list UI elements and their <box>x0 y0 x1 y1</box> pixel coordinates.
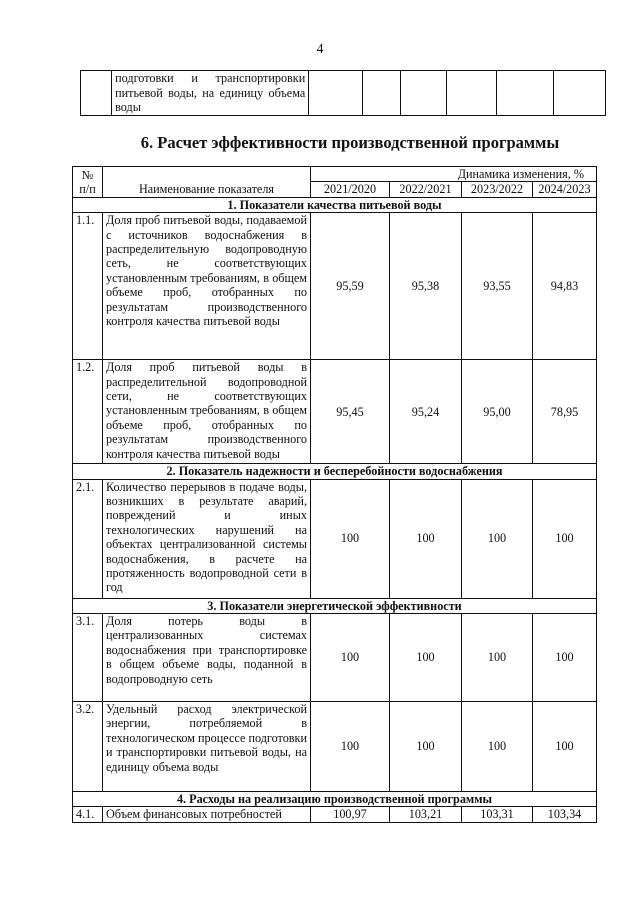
table-row <box>73 479 597 598</box>
header-year: 2022/2021 <box>390 182 462 197</box>
value-cell: 100 <box>311 702 390 792</box>
group-row <box>73 792 597 807</box>
indicator-name: Доля потерь воды в централизованных системах водоснабжения при транспортировке в общем объеме воды, поданной в водопроводную сеть <box>103 614 311 702</box>
value-cell: 100 <box>533 614 597 702</box>
value-cell: 100 <box>462 479 533 598</box>
header-num <box>73 167 103 198</box>
indicator-name: подготовки и транспортировки питьевой воды, на единицу объема воды <box>112 71 309 116</box>
value-cell: 100 <box>390 614 462 702</box>
group-row <box>73 197 597 212</box>
value-cell: 95,00 <box>462 360 533 464</box>
group-row <box>73 598 597 613</box>
header-year: 2021/2020 <box>311 182 390 197</box>
group-title: 1. Показатели качества питьевой воды <box>73 197 597 212</box>
value-cell: 95,45 <box>311 360 390 464</box>
table-cell-empty <box>400 71 447 116</box>
value-cell: 93,55 <box>462 213 533 360</box>
table-cell-empty <box>554 71 606 116</box>
value-cell: 95,59 <box>311 213 390 360</box>
table-row <box>73 702 597 792</box>
value-cell: 103,21 <box>390 807 462 822</box>
table-row <box>73 360 597 464</box>
table-cell-empty <box>497 71 554 116</box>
value-cell: 100 <box>311 479 390 598</box>
table-row <box>81 71 606 116</box>
group-title: 2. Показатель надежности и бесперебойности водоснабжения <box>73 464 597 479</box>
indicator-name: Количество перерывов в подаче воды, возникших в результате аварий, повреждений и иных технологических нарушений на объектах централизованной системы водоснабжения, в расчете на протяженность водопроводной сети в год <box>103 479 311 598</box>
page-number: 4 <box>316 42 324 57</box>
indicator-name: Удельный расход электрической энергии, потребляемой в технологическом процессе подготовки и транспортировки питьевой воды, на единицу объема воды <box>103 702 311 792</box>
value-cell: 95,38 <box>390 213 462 360</box>
header-year: 2024/2023 <box>533 182 597 197</box>
row-number: 1.2. <box>73 360 103 464</box>
value-cell: 103,34 <box>533 807 597 822</box>
indicator-name: Доля проб питьевой воды в распределительной водопроводной сети, не соответствующих установленным требованиям, в общем объеме проб, отобранных по результатам производственного контроля качества питьевой воды <box>103 360 311 464</box>
value-cell: 78,95 <box>533 360 597 464</box>
table-row <box>73 614 597 702</box>
row-number: 1.1. <box>73 213 103 360</box>
value-cell: 100 <box>462 614 533 702</box>
row-number: 3.2. <box>73 702 103 792</box>
group-row <box>73 464 597 479</box>
indicator-name: Доля проб питьевой воды, подаваемой с источников водоснабжения в распределительную водопроводную сеть, не соответствующих установленным требованиям, в общем объеме проб, отобранных по результатам производственного контроля качества питьевой воды <box>103 213 311 360</box>
header-name: Наименование показателя <box>103 167 311 198</box>
value-cell: 100 <box>533 702 597 792</box>
table-cell-empty <box>447 71 497 116</box>
group-title: 4. Расходы на реализацию производственной программы <box>73 792 597 807</box>
value-cell: 95,24 <box>390 360 462 464</box>
header-dynamics: Динамика изменения, % <box>311 167 597 182</box>
value-cell: 100 <box>390 702 462 792</box>
value-cell: 100 <box>390 479 462 598</box>
header-row <box>73 167 597 182</box>
group-title: 3. Показатели энергетической эффективности <box>73 598 597 613</box>
header-year: 2023/2022 <box>462 182 533 197</box>
table-cell-empty <box>309 71 363 116</box>
continued-table-fragment <box>80 70 606 116</box>
row-number: 2.1. <box>73 479 103 598</box>
table-row <box>73 807 597 822</box>
table-cell-empty <box>363 71 400 116</box>
section-title: 6. Расчет эффективности производственной программы <box>140 133 560 152</box>
row-number: 3.1. <box>73 614 103 702</box>
table-row <box>73 213 597 360</box>
indicator-name: Объем финансовых потребностей <box>103 807 311 822</box>
header-num-line2: п/п <box>79 182 96 197</box>
header-num-line1: № <box>81 168 94 182</box>
value-cell: 100 <box>311 614 390 702</box>
table-cell-empty <box>81 71 112 116</box>
value-cell: 100 <box>462 702 533 792</box>
efficiency-table <box>72 166 597 823</box>
row-number: 4.1. <box>73 807 103 822</box>
value-cell: 100,97 <box>311 807 390 822</box>
value-cell: 103,31 <box>462 807 533 822</box>
value-cell: 100 <box>533 479 597 598</box>
value-cell: 94,83 <box>533 213 597 360</box>
